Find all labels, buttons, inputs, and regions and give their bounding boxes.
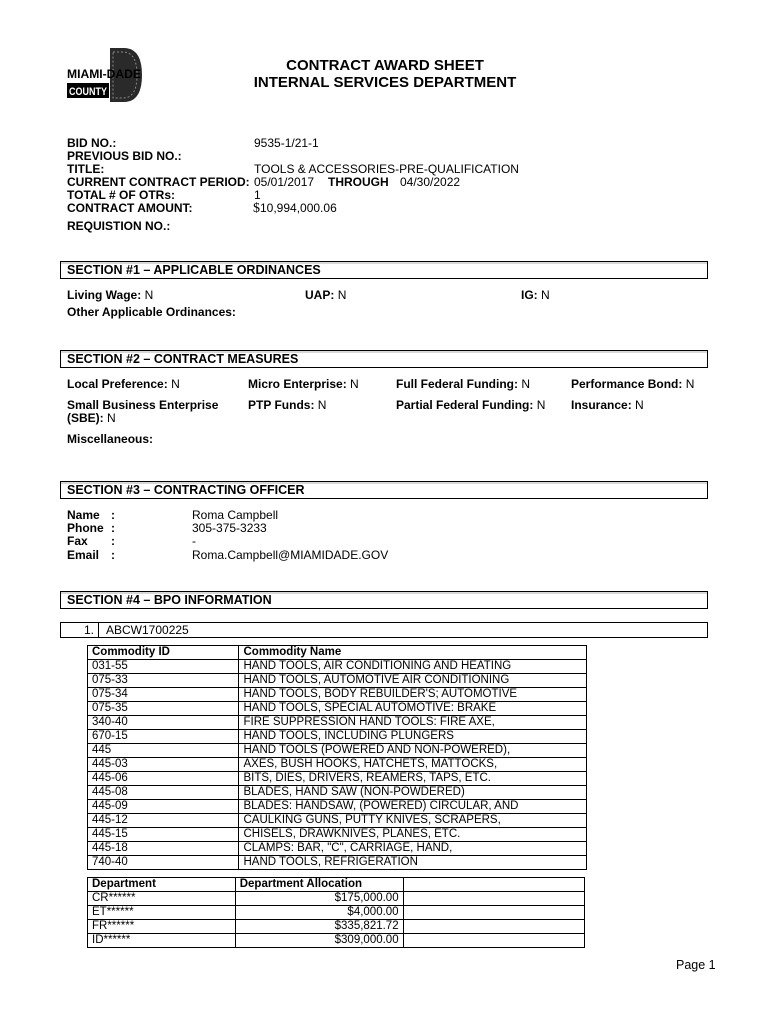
full-federal-funding xyxy=(396,377,530,391)
contract-amount-number: 10,994,000.06 xyxy=(260,201,337,215)
commodity-name-cell: FIRE SUPPRESSION HAND TOOLS: FIRE AXE, xyxy=(239,716,587,730)
micro-enterprise xyxy=(248,377,359,391)
commodity-id-cell: 445 xyxy=(88,744,239,758)
department-header: Department xyxy=(88,878,236,892)
commodity-id-cell: 075-34 xyxy=(88,688,239,702)
commodity-name-cell: BLADES, HAND SAW (NON-POWDERED) xyxy=(239,786,587,800)
logo-text-line1: MIAMI-DADE xyxy=(67,69,142,81)
commodity-name-cell: HAND TOOLS, SPECIAL AUTOMOTIVE: BRAKE xyxy=(239,702,587,716)
ptp-funds xyxy=(248,398,326,412)
commodity-id-cell: 445-18 xyxy=(88,842,239,856)
commodity-id-cell: 075-33 xyxy=(88,674,239,688)
commodity-name-cell: CHISELS, DRAWKNIVES, PLANES, ETC. xyxy=(239,828,587,842)
commodity-name-cell: CAULKING GUNS, PUTTY KNIVES, SCRAPERS, xyxy=(239,814,587,828)
period-end: 04/30/2022 xyxy=(400,175,461,189)
commodity-name-cell: BITS, DIES, DRIVERS, REAMERS, TAPS, ETC. xyxy=(239,772,587,786)
commodity-id-cell: 670-15 xyxy=(88,730,239,744)
officer-fax-label: Fax xyxy=(67,534,88,548)
miscellaneous-label: Miscellaneous: xyxy=(67,432,154,446)
living-wage xyxy=(67,288,153,302)
department-header-row xyxy=(88,878,585,892)
table-row xyxy=(88,934,585,948)
officer-email-label: Email xyxy=(67,548,100,562)
contract-period-label: CURRENT CONTRACT PERIOD: xyxy=(67,175,250,189)
bpo-number: ABCW1700225 xyxy=(106,623,189,637)
commodity-id-cell: 445-08 xyxy=(88,786,239,800)
otrs-value: 1 xyxy=(254,188,261,202)
other-ordinances-label: Other Applicable Ordinances: xyxy=(67,305,236,319)
performance-bond-value: N xyxy=(685,377,695,391)
page-subtitle: INTERNAL SERVICES DEPARTMENT xyxy=(253,74,517,91)
commodity-name-cell: CLAMPS: BAR, "C", CARRIAGE, HAND, xyxy=(239,842,587,856)
table-row xyxy=(88,856,587,870)
officer-name-value: Roma Campbell xyxy=(192,508,279,522)
page-title: CONTRACT AWARD SHEET xyxy=(286,57,484,74)
insurance xyxy=(571,398,644,412)
bpo-index: 1. xyxy=(83,623,94,637)
commodity-id-cell: 031-55 xyxy=(88,660,239,674)
partial-federal-funding xyxy=(396,398,545,412)
commodity-name-cell: HAND TOOLS, BODY REBUILDER'S; AUTOMOTIVE xyxy=(239,688,587,702)
table-row xyxy=(88,688,587,702)
table-row xyxy=(88,674,587,688)
section-2-title: SECTION #2 – CONTRACT MEASURES xyxy=(67,352,299,366)
bid-no-value: 9535-1/21-1 xyxy=(254,136,319,150)
table-row xyxy=(88,730,587,744)
commodity-name-cell: HAND TOOLS, AUTOMOTIVE AIR CONDITIONING xyxy=(239,674,587,688)
logo-text-line2: COUNTY xyxy=(69,86,108,98)
department-cell: CR****** xyxy=(88,892,236,906)
section-3-header xyxy=(60,481,708,499)
officer-name-colon: : xyxy=(111,508,115,522)
commodity-id-cell: 445-12 xyxy=(88,814,239,828)
partial-federal-funding-value: N xyxy=(536,398,546,412)
commodity-id-header: Commodity ID xyxy=(88,646,239,660)
sbe xyxy=(67,411,116,425)
commodity-id-cell: 445-06 xyxy=(88,772,239,786)
section-3-title: SECTION #3 – CONTRACTING OFFICER xyxy=(67,483,305,497)
table-row xyxy=(88,660,587,674)
table-row xyxy=(88,786,587,800)
commodity-table xyxy=(87,645,587,870)
ig-label: IG: xyxy=(521,288,538,302)
full-federal-funding-value: N xyxy=(521,377,531,391)
officer-fax-value: - xyxy=(192,534,196,548)
ig-value: N xyxy=(541,288,550,302)
department-allocation-cell: $335,821.72 xyxy=(235,920,403,934)
commodity-name-cell: HAND TOOLS, REFRIGERATION xyxy=(239,856,587,870)
table-row xyxy=(88,892,585,906)
table-row xyxy=(88,702,587,716)
micro-enterprise-label: Micro Enterprise: xyxy=(248,377,347,391)
micro-enterprise-value: N xyxy=(350,377,359,391)
local-preference xyxy=(67,377,180,391)
section-1-title: SECTION #1 – APPLICABLE ORDINANCES xyxy=(67,263,321,277)
table-row xyxy=(88,906,585,920)
officer-fax-colon: : xyxy=(111,534,115,548)
sbe-label-line2: (SBE): xyxy=(67,411,104,425)
table-row xyxy=(88,800,587,814)
table-row xyxy=(88,814,587,828)
title-label: TITLE: xyxy=(67,162,105,176)
officer-email-colon: : xyxy=(111,548,115,562)
ptp-funds-value: N xyxy=(317,398,327,412)
officer-phone-value: 305-375-3233 xyxy=(192,521,267,535)
table-row xyxy=(88,920,585,934)
commodity-name-cell: HAND TOOLS, AIR CONDITIONING AND HEATING xyxy=(239,660,587,674)
department-allocation-cell: $175,000.00 xyxy=(235,892,403,906)
local-preference-label: Local Preference: xyxy=(67,377,168,391)
commodity-id-cell: 740-40 xyxy=(88,856,239,870)
sbe-value: N xyxy=(107,411,116,425)
commodity-name-cell: AXES, BUSH HOOKS, HATCHETS, MATTOCKS, xyxy=(239,758,587,772)
living-wage-value: N xyxy=(144,288,154,302)
table-row xyxy=(88,744,587,758)
section-4-header xyxy=(60,591,708,609)
otrs-label: TOTAL # OF OTRs: xyxy=(67,188,176,202)
table-row xyxy=(88,716,587,730)
commodity-id-cell: 445-03 xyxy=(88,758,239,772)
commodity-name-cell: HAND TOOLS (POWERED AND NON-POWERED), xyxy=(239,744,587,758)
department-cell: ET****** xyxy=(88,906,236,920)
ig xyxy=(521,288,550,302)
period-start: 05/01/2017 xyxy=(254,175,315,189)
department-allocation-cell: $4,000.00 xyxy=(235,906,403,920)
ptp-funds-label: PTP Funds: xyxy=(248,398,315,412)
requisition-label: REQUISTION NO.: xyxy=(67,219,171,233)
bid-no-label: BID NO.: xyxy=(67,136,117,150)
commodity-id-cell: 075-35 xyxy=(88,702,239,716)
department-cell: ID****** xyxy=(88,934,236,948)
officer-phone-colon: : xyxy=(111,521,115,535)
contract-amount-label: CONTRACT AMOUNT: xyxy=(67,201,193,215)
commodity-name-cell: BLADES: HANDSAW, (POWERED) CIRCULAR, AND xyxy=(239,800,587,814)
table-row xyxy=(88,828,587,842)
section-1-header xyxy=(60,261,708,279)
table-row xyxy=(88,772,587,786)
partial-federal-funding-label: Partial Federal Funding: xyxy=(396,398,534,412)
local-preference-value: N xyxy=(171,377,180,391)
bpo-row xyxy=(60,622,708,638)
insurance-value: N xyxy=(635,398,644,412)
table-row xyxy=(88,842,587,856)
performance-bond xyxy=(571,377,694,391)
uap-value: N xyxy=(337,288,347,302)
previous-bid-label: PREVIOUS BID NO.: xyxy=(67,149,182,163)
title-value: TOOLS & ACCESSORIES-PRE-QUALIFICATION xyxy=(254,162,519,176)
commodity-name-cell: HAND TOOLS, INCLUDING PLUNGERS xyxy=(239,730,587,744)
contract-amount-value xyxy=(253,201,337,217)
department-cell: FR****** xyxy=(88,920,236,934)
section-4-title: SECTION #4 – BPO INFORMATION xyxy=(67,593,272,607)
department-table xyxy=(87,877,585,948)
living-wage-label: Living Wage: xyxy=(67,288,142,302)
department-allocation-cell: $309,000.00 xyxy=(235,934,403,948)
insurance-label: Insurance: xyxy=(571,398,632,412)
through-label: THROUGH xyxy=(328,175,389,189)
page-number: Page 1 xyxy=(676,958,716,972)
currency-symbol: $ xyxy=(253,201,260,216)
commodity-id-cell: 445-09 xyxy=(88,800,239,814)
section-2-header xyxy=(60,350,708,368)
uap xyxy=(305,288,346,302)
commodity-id-cell: 340-40 xyxy=(88,716,239,730)
full-federal-funding-label: Full Federal Funding: xyxy=(396,377,518,391)
performance-bond-label: Performance Bond: xyxy=(571,377,683,391)
commodity-header-row xyxy=(88,646,587,660)
department-allocation-header: Department Allocation xyxy=(235,878,403,892)
officer-phone-label: Phone xyxy=(67,521,104,535)
commodity-name-header: Commodity Name xyxy=(239,646,587,660)
table-row xyxy=(88,758,587,772)
officer-name-label: Name xyxy=(67,508,100,522)
commodity-id-cell: 445-15 xyxy=(88,828,239,842)
uap-label: UAP: xyxy=(305,288,335,302)
officer-email-value: Roma.Campbell@MIAMIDADE.GOV xyxy=(192,548,389,562)
sbe-label-line1: Small Business Enterprise xyxy=(67,398,219,412)
